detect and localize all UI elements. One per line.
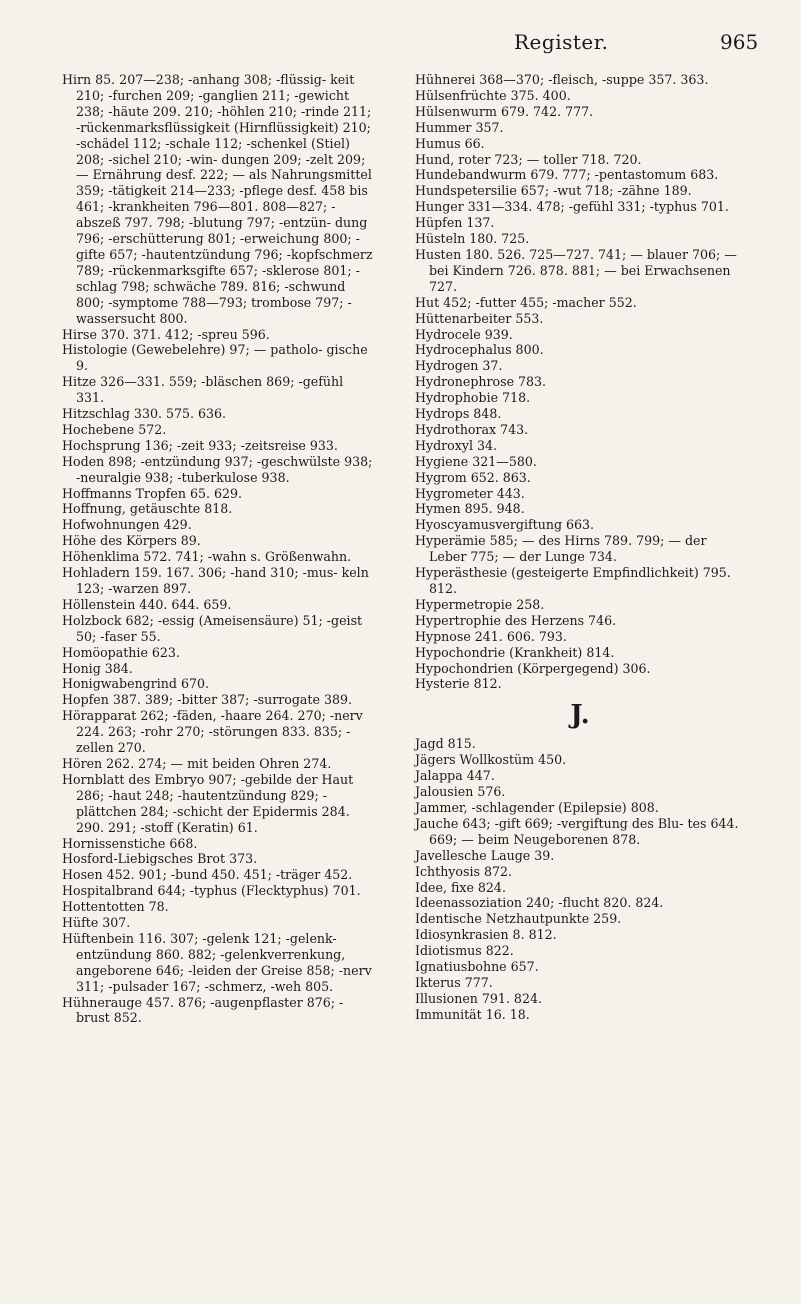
index-entry: Hundebandwurm 679. 777; -pentastomum 683. [415,167,719,183]
index-entry: Hüsteln 180. 725. [415,231,530,247]
index-column-right [415,72,745,1023]
index-entry: Humus 66. [415,135,485,151]
index-entry: Hülsenfrüchte 375. 400. [415,87,571,103]
index-entry: Holzbock 682; -essig (Ameisensäure) 51; -geist 50; -faser 55. [62,612,363,644]
index-entry: Hüttenarbeiter 553. [415,310,544,326]
index-entry: Höllenstein 440. 644. 659. [62,596,232,612]
index-entry: Ignatiusbohne 657. [415,959,539,975]
index-entry: Hirn 85. 207—238; -anhang 308; -flüssig- keit 210; -furchen 209; -ganglien 211; -gewicht 238; -häute 209. 210; -höhlen 210; -rinde 211; -rückenmarksflüssigkeit (Hirnflüssigkeit) 210; -schädel 112; -schale 112; -schenkel (Stiel) 208; -sichel 210; -win- dungen 209; -zelt 209; — Ernährung desf. 222; — als Nahrungsmittel 359; -tätigkeit 214—233; -pflege desf. 458 bis 461; -krankheiten 796—801. 808—827; -abszeß 797. 798; -blutung 797; -entzün- dung 796; -erschütterung 801; -erweichung 800; -gifte 657; -hautentzündung 796; -kopfschmerz 789; -rückenmarksgifte 657; -sklerose 801; -schlag 798; schwäche 789. 816; -schwund 800; -symptome 788—793; trombose 797; -wassersucht 800. [62,72,373,326]
index-entry: Jammer, -schlagender (Epilepsie) 808. [415,799,659,815]
index-entry: Ichthyosis 872. [415,863,513,879]
index-entry: Identische Netzhautpunkte 259. [415,911,622,927]
index-entries-h [415,72,745,692]
index-entry: Hühnerauge 457. 876; -augenpflaster 876; -brust 852. [62,994,344,1026]
index-entry: Höhe des Körpers 89. [62,533,201,549]
index-entry: Hymen 895. 948. [415,501,525,517]
index-entry: Hörapparat 262; -fäden, -haare 264. 270; -nerv 224. 263; -rohr 270; -störungen 833. 835; -zellen 270. [62,708,363,756]
index-entry: Hopfen 387. 389; -bitter 387; -surrogate 389. [62,692,352,708]
index-entry: Idiotismus 822. [415,943,514,959]
index-entry: Hüpfen 137. [415,215,495,231]
index-entry: Histologie (Gewebelehre) 97; — patholo- gische 9. [62,342,368,374]
index-entry: Hydrocephalus 800. [415,342,544,358]
page-number: 965 [720,30,759,54]
running-title: Register. [514,30,609,54]
index-entry: Jagd 815. [415,736,476,752]
index-entry: Höhenklima 572. 741; -wahn s. Größenwahn. [62,549,352,565]
index-entry: Hosford-Liebigsches Brot 373. [62,851,258,867]
section-letter-j: J. [570,700,590,731]
index-entry: Hornblatt des Embryo 907; -gebilde der Haut 286; -haut 248; -hautentzündung 829; -plättchen 284; -schicht der Epidermis 284. 290. 291; -stoff (Keratin) 61. [62,771,354,835]
index-entry: Hummer 357. [415,119,504,135]
index-entry: Idiosynkrasien 8. 812. [415,927,557,943]
index-entry: Hygiene 321—580. [415,453,537,469]
index-entry: Hund, roter 723; — toller 718. 720. [415,151,642,167]
index-entry: Hydronephrose 783. [415,374,547,390]
index-entry: Hoffmanns Tropfen 65. 629. [62,485,243,501]
index-entry: Hitzschlag 330. 575. 636. [62,406,227,422]
index-column-left [62,72,374,1026]
index-entry: Hochebene 572. [62,421,167,437]
index-entry: Hoffnung, getäuschte 818. [62,501,233,517]
index-entry: Hyoscyamusvergiftung 663. [415,517,595,533]
index-entry: Hoden 898; -entzündung 937; -geschwülste 938; -neuralgie 938; -tuberkulose 938. [62,453,373,485]
index-entry: Honigwabengrind 670. [62,676,210,692]
index-entry: Hypertrophie des Herzens 746. [415,612,617,628]
index-entry: Illusionen 791. 824. [415,990,542,1006]
index-entry: Hirse 370. 371. 412; -spreu 596. [62,326,270,342]
index-entry: Jalousien 576. [415,784,506,800]
index-entry: Hören 262. 274; — mit beiden Ohren 274. [62,755,332,771]
index-entry: Hosen 452. 901; -bund 450. 451; -träger 452. [62,867,353,883]
index-entry: Jägers Wollkostüm 450. [415,752,567,768]
index-entry: Hydrothorax 743. [415,421,529,437]
index-entry: Hypochondrien (Körpergegend) 306. [415,660,651,676]
index-entry: Hydrocele 939. [415,326,513,342]
index-entry: Hülsenwurm 679. 742. 777. [415,103,594,119]
index-entry: Hyperästhesie (gesteigerte Empfindlichkeit) 795. 812. [415,565,731,596]
index-entry: Hochsprung 136; -zeit 933; -zeitsreise 933. [62,437,338,453]
page-header [0,30,801,60]
index-entry: Hydroxyl 34. [415,437,498,453]
index-entry: Hysterie 812. [415,676,502,692]
index-entry: Idee, fixe 824. [415,879,506,895]
index-entry: Hüfte 307. [62,915,131,931]
index-entry: Hospitalbrand 644; -typhus (Flecktyphus) 701. [62,883,361,899]
index-entry: Hohladern 159. 167. 306; -hand 310; -mus- keln 123; -warzen 897. [62,565,369,596]
index-entry: Javellesche Lauge 39. [415,847,555,863]
index-entry: Hygrom 652. 863. [415,469,531,485]
index-entry: Hornissenstiche 668. [62,835,198,851]
index-entry: Husten 180. 526. 725—727. 741; — blauer 706; — bei Kindern 726. 878. 881; — bei Erwachsenen 727. [415,246,737,294]
index-entry: Hydrops 848. [415,406,502,422]
index-entry: Ikterus 777. [415,974,493,990]
index-entry: Jauche 643; -gift 669; -vergiftung des Blu- tes 644. 669; — beim Neugeborenen 878. [415,815,739,847]
index-entries-j [415,736,745,1022]
index-entry: Hydrophobie 718. [415,390,531,406]
index-entry: Hypochondrie (Krankheit) 814. [415,644,615,660]
index-entry: Homöopathie 623. [62,644,180,660]
index-entry: Immunität 16. 18. [415,1006,530,1022]
index-entry: Hüftenbein 116. 307; -gelenk 121; -gelenk- entzündung 860. 882; -gelenkverrenkung, angeborene 646; -leiden der Greise 858; -nerv 311; -pulsader 167; -schmerz, -weh 805. [62,930,372,994]
index-entry: Jalappa 447. [415,768,495,784]
index-entry: Hut 452; -futter 455; -macher 552. [415,294,637,310]
index-entry: Hundspetersilie 657; -wut 718; -zähne 189. [415,183,692,199]
index-entry: Ideenassoziation 240; -flucht 820. 824. [415,895,664,911]
index-entry: Hydrogen 37. [415,358,503,374]
index-entry: Hypnose 241. 606. 793. [415,628,567,644]
index-entry: Hofwohnungen 429. [62,517,192,533]
index-entry: Hühnerei 368—370; -fleisch, -suppe 357. 363. [415,72,709,87]
index-entry: Honig 384. [62,660,133,676]
index-entry: Hypermetropie 258. [415,596,545,612]
index-entry: Hitze 326—331. 559; -bläschen 869; -gefühl 331. [62,374,344,406]
index-entry: Hottentotten 78. [62,899,169,915]
index-entry: Hunger 331—334. 478; -gefühl 331; -typhus 701. [415,199,729,215]
index-entry: Hygrometer 443. [415,485,525,501]
index-entry: Hyperämie 585; — des Hirns 789. 799; — der Leber 775; — der Lunge 734. [415,533,707,565]
